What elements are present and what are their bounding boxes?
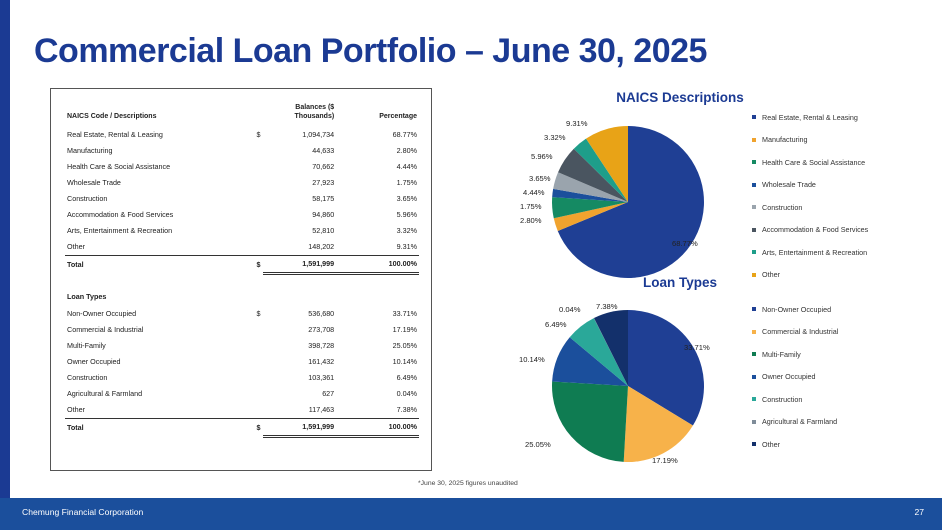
- cell-balance: 1,591,999: [263, 419, 337, 437]
- col-header-balances-line2: Thousands): [294, 112, 335, 120]
- cell-balance: 58,175: [312, 194, 335, 204]
- legend-label: Construction: [762, 202, 803, 212]
- cell-percentage: 100.00%: [336, 256, 419, 274]
- legend-item: [752, 411, 938, 434]
- cell-percentage: 17.19%: [392, 324, 417, 334]
- cell-label: Wholesale Trade: [67, 177, 121, 187]
- legend-swatch-icon: [752, 228, 756, 232]
- legend-item: [752, 106, 938, 129]
- table-row: [65, 386, 419, 402]
- footnote: *June 30, 2025 figures unaudited: [418, 480, 518, 487]
- legend-label: Manufacturing: [762, 135, 808, 145]
- cell-percentage: 3.65%: [396, 194, 417, 204]
- cell-label: Manufacturing: [67, 145, 113, 155]
- cell-currency: $: [256, 308, 261, 318]
- legend-item: [752, 219, 938, 242]
- cell-currency: [242, 386, 263, 402]
- legend-swatch-icon: [752, 115, 756, 119]
- cell-balance: 44,633: [312, 145, 335, 155]
- legend-swatch-icon: [752, 183, 756, 187]
- legend-item: [752, 196, 938, 219]
- naics-chart-title: NAICS Descriptions: [616, 90, 744, 105]
- table-row: [65, 305, 419, 321]
- cell-balance: 148,202: [308, 242, 335, 252]
- legend-label: Accommodation & Food Services: [762, 225, 869, 235]
- legend-label: Real Estate, Rental & Leasing: [762, 112, 858, 122]
- table-header-row: [65, 103, 419, 127]
- table-body-loan-types: [65, 274, 419, 437]
- pie-value-label: 6.49%: [545, 320, 567, 329]
- loan-types-pie-chart: [548, 306, 708, 466]
- legend-swatch-icon: [752, 420, 756, 424]
- cell-label: Other: [67, 242, 85, 252]
- cell-label: Arts, Entertainment & Recreation: [67, 226, 173, 236]
- table-row: [65, 127, 419, 143]
- cell-percentage: 5.96%: [396, 210, 417, 220]
- cell-currency: $: [242, 419, 263, 437]
- cell-balance: 52,810: [312, 226, 335, 236]
- legend-swatch-icon: [752, 138, 756, 142]
- table-row: [65, 159, 419, 175]
- table-section-title: Loan Types: [67, 292, 107, 302]
- cell-currency: [242, 175, 263, 191]
- cell-currency: [242, 322, 263, 338]
- left-accent-bar: [0, 0, 10, 530]
- table-row: [65, 419, 419, 437]
- cell-label: Total: [65, 256, 242, 274]
- pie-value-label: 0.04%: [559, 305, 581, 314]
- legend-item: [752, 129, 938, 152]
- cell-label: Total: [65, 419, 242, 437]
- table-row: [65, 207, 419, 223]
- cell-label: Multi-Family: [67, 340, 106, 350]
- legend-swatch-icon: [752, 250, 756, 254]
- cell-label: Real Estate, Rental & Leasing: [67, 129, 163, 139]
- table-row: [65, 370, 419, 386]
- cell-label: Construction: [67, 194, 108, 204]
- cell-balance: 1,591,999: [263, 256, 337, 274]
- pie-value-label: 10.14%: [519, 355, 545, 364]
- legend-item: [752, 151, 938, 174]
- col-header-percentage: Percentage: [379, 112, 417, 120]
- table-body-naics: [65, 127, 419, 274]
- pie-value-label: 2.80%: [520, 216, 542, 225]
- pie-value-label: 7.38%: [596, 302, 618, 311]
- legend-swatch-icon: [752, 330, 756, 334]
- legend-label: Other: [762, 270, 780, 280]
- table-row: [65, 322, 419, 338]
- legend-swatch-icon: [752, 307, 756, 311]
- pie-value-label: 9.31%: [566, 119, 588, 128]
- legend-swatch-icon: [752, 352, 756, 356]
- legend-label: Agricultural & Farmland: [762, 417, 838, 427]
- table-row: [65, 191, 419, 207]
- cell-percentage: 6.49%: [396, 372, 417, 382]
- cell-currency: [242, 143, 263, 159]
- loan-types-chart-title: Loan Types: [642, 275, 717, 290]
- legend-label: Commercial & Industrial: [762, 327, 839, 337]
- cell-currency: $: [256, 129, 261, 139]
- cell-percentage: 4.44%: [396, 161, 417, 171]
- cell-balance: 398,728: [308, 340, 335, 350]
- cell-balance: 117,463: [308, 405, 335, 415]
- naics-legend: [752, 106, 938, 286]
- legend-label: Other: [762, 439, 780, 449]
- cell-currency: [242, 207, 263, 223]
- cell-label: Health Care & Social Assistance: [67, 161, 171, 171]
- legend-label: Wholesale Trade: [762, 180, 816, 190]
- col-header-balances: [263, 103, 337, 127]
- portfolio-table: [65, 103, 419, 438]
- cell-balance: 1,094,734: [302, 129, 335, 139]
- table-row: [65, 402, 419, 419]
- pie-value-label: 25.05%: [525, 440, 551, 449]
- legend-swatch-icon: [752, 205, 756, 209]
- cell-percentage: 100.00%: [336, 419, 419, 437]
- col-header-currency: [242, 103, 263, 127]
- cell-percentage: 68.77%: [392, 129, 417, 139]
- cell-percentage: 25.05%: [392, 340, 417, 350]
- cell-balance: 627: [322, 389, 335, 399]
- cell-currency: [242, 239, 263, 256]
- cell-percentage: 33.71%: [392, 308, 417, 318]
- cell-currency: [242, 223, 263, 239]
- pie-value-label: 1.75%: [520, 202, 542, 211]
- cell-label: Accommodation & Food Services: [67, 210, 174, 220]
- cell-currency: [242, 191, 263, 207]
- table-row: [65, 223, 419, 239]
- table-row: [65, 256, 419, 274]
- cell-balance: 536,680: [308, 308, 335, 318]
- cell-currency: [242, 338, 263, 354]
- cell-currency: [242, 402, 263, 419]
- col-header-descriptions: NAICS Code / Descriptions: [67, 112, 157, 120]
- cell-label: Commercial & Industrial: [67, 324, 144, 334]
- legend-swatch-icon: [752, 160, 756, 164]
- pie-value-label: 33.71%: [684, 343, 710, 352]
- legend-swatch-icon: [752, 375, 756, 379]
- legend-item: [752, 321, 938, 344]
- pie-value-label: 5.96%: [531, 152, 553, 161]
- legend-item: [752, 433, 938, 456]
- table-row: [65, 239, 419, 256]
- legend-item: [752, 298, 938, 321]
- table-section-header: [65, 274, 419, 305]
- page-title: Commercial Loan Portfolio – June 30, 2025: [34, 32, 707, 70]
- legend-label: Non-Owner Occupied: [762, 304, 832, 314]
- pie-value-label: 3.32%: [544, 133, 566, 142]
- footer-page-number: 27: [914, 507, 924, 517]
- table-row: [65, 175, 419, 191]
- cell-balance: 94,860: [312, 210, 335, 220]
- legend-label: Health Care & Social Assistance: [762, 157, 866, 167]
- cell-label: Owner Occupied: [67, 356, 121, 366]
- col-header-balances-line1: Balances ($: [295, 104, 335, 111]
- cell-currency: [242, 354, 263, 370]
- cell-label: Other: [67, 405, 85, 415]
- legend-swatch-icon: [752, 442, 756, 446]
- legend-item: [752, 241, 938, 264]
- cell-percentage: 2.80%: [396, 145, 417, 155]
- cell-balance: 161,432: [308, 356, 335, 366]
- cell-currency: [242, 370, 263, 386]
- pie-value-label: 17.19%: [652, 456, 678, 465]
- legend-item: [752, 343, 938, 366]
- pie-value-label: 68.77%: [672, 239, 698, 248]
- cell-currency: $: [242, 256, 263, 274]
- loan-types-legend: [752, 298, 938, 456]
- cell-label: Agricultural & Farmland: [67, 389, 143, 399]
- cell-balance: 70,662: [312, 161, 335, 171]
- table-row: [65, 143, 419, 159]
- cell-percentage: 9.31%: [396, 242, 417, 252]
- legend-item: [752, 174, 938, 197]
- cell-currency: [242, 159, 263, 175]
- cell-percentage: 7.38%: [396, 405, 417, 415]
- legend-label: Owner Occupied: [762, 372, 816, 382]
- portfolio-table-panel: [50, 88, 432, 471]
- table-row: [65, 354, 419, 370]
- pie-slice: [552, 381, 628, 461]
- cell-label: Non-Owner Occupied: [67, 308, 137, 318]
- legend-item: [752, 388, 938, 411]
- naics-pie-chart: [548, 122, 708, 282]
- cell-balance: 103,361: [308, 372, 335, 382]
- cell-percentage: 0.04%: [396, 389, 417, 399]
- pie-value-label: 4.44%: [523, 188, 545, 197]
- cell-percentage: 1.75%: [396, 177, 417, 187]
- footer-bar: [0, 498, 942, 530]
- legend-swatch-icon: [752, 397, 756, 401]
- cell-balance: 273,708: [308, 324, 335, 334]
- footer-company-name: Chemung Financial Corporation: [22, 507, 144, 517]
- table-row: [65, 338, 419, 354]
- cell-percentage: 3.32%: [396, 226, 417, 236]
- legend-label: Multi-Family: [762, 349, 801, 359]
- cell-percentage: 10.14%: [392, 356, 417, 366]
- cell-label: Construction: [67, 372, 108, 382]
- legend-label: Construction: [762, 394, 803, 404]
- pie-value-label: 3.65%: [529, 174, 551, 183]
- cell-balance: 27,923: [312, 177, 335, 187]
- legend-label: Arts, Entertainment & Recreation: [762, 247, 868, 257]
- legend-item: [752, 366, 938, 389]
